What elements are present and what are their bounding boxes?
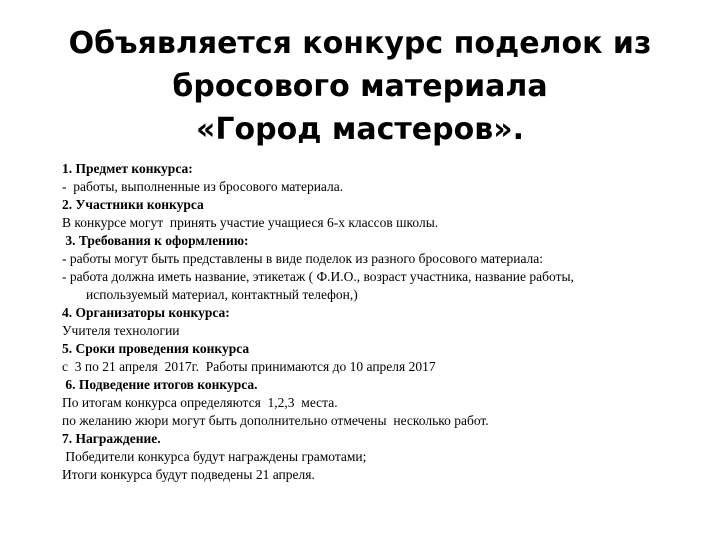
organizers-text: Учителя технологии [62, 323, 180, 338]
requirements-text-2: - работа должна иметь название, этикетаж ( Ф.И.О., возраст участника, название работы, [62, 269, 574, 284]
awards-text: Победители конкурса будут награждены грамотами; [62, 449, 367, 464]
results-text-1: По итогам конкурса определяются 1,2,3 места. [62, 395, 338, 410]
section-heading-subject: 1. Предмет конкурса: [62, 161, 193, 176]
section-heading-results: 6. Подведение итогов конкурса. [62, 377, 258, 392]
subject-text: - работы, выполненные из бросового материала. [62, 179, 344, 194]
participants-text: В конкурсе могут принять участие учащиеся 6-х классов школы. [62, 215, 439, 230]
requirements-text-1: - работы могут быть представлены в виде поделок из разного бросового материала: [62, 251, 544, 266]
results-text-2: по желанию жюри могут быть дополнительно отмечены несколько работ. [62, 413, 489, 428]
title-line-1: Объявляется конкурс поделок из [68, 26, 652, 61]
title-line-3: «Город мастеров». [196, 112, 524, 147]
dates-text: с 3 по 21 апреля 2017г. Работы принимаются до 10 апреля 2017 [62, 359, 436, 374]
section-heading-dates: 5. Сроки проведения конкурса [62, 341, 250, 356]
section-heading-requirements: 3. Требования к оформлению: [62, 233, 249, 248]
announcement-body [62, 160, 702, 484]
title-line-2: бросового материала [172, 69, 548, 104]
slide-title [60, 22, 660, 151]
final-text: Итоги конкурса будут подведены 21 апреля. [62, 467, 315, 482]
section-heading-organizers: 4. Организаторы конкурса: [62, 305, 230, 320]
section-heading-awards: 7. Награждение. [62, 431, 161, 446]
requirements-text-3: используемый материал, контактный телефон,) [86, 287, 358, 302]
section-heading-participants: 2. Участники конкурса [62, 197, 204, 212]
